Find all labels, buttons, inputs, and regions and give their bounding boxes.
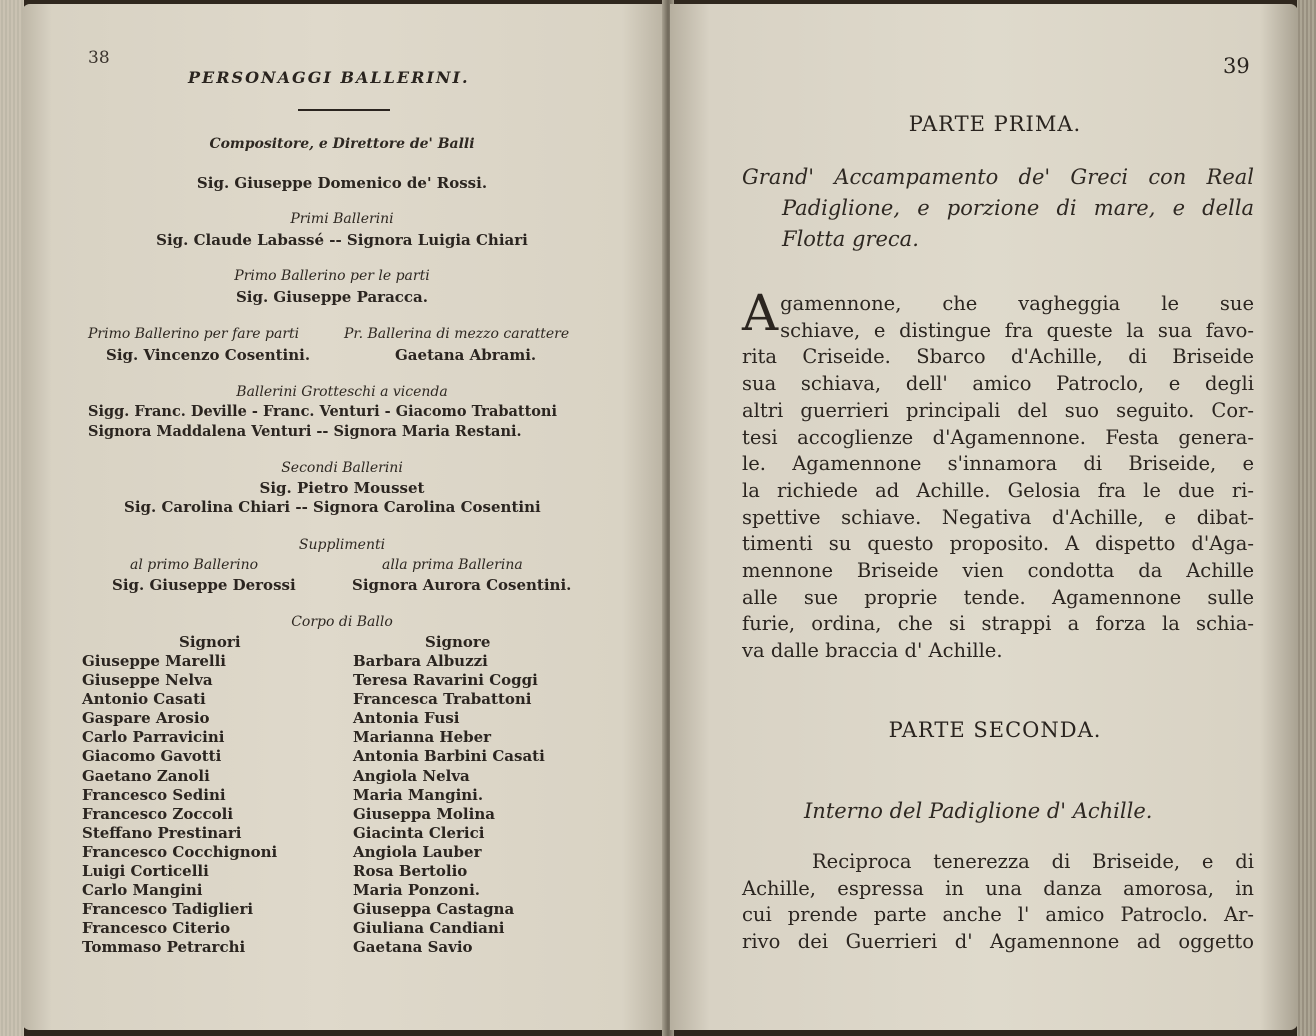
signore-name: Teresa Ravarini Coggi <box>353 671 538 690</box>
text-line: timenti su questo proposito. A dispetto d'Aga- <box>742 532 1254 556</box>
text-line: tesi accoglienze d'Agamennone. Festa genera- <box>742 425 1254 449</box>
primi-label: Primi Ballerini <box>290 211 394 227</box>
signori-name: Gaetano Zanoli <box>82 766 210 785</box>
signore-name: Giuliana Candiani <box>353 919 505 938</box>
text-line: altri guerrieri principali del suo seguito. Cor- <box>742 398 1254 422</box>
part2-title: PARTE SECONDA. <box>888 718 1102 742</box>
signore-name: Gaetana Savio <box>353 938 473 957</box>
text-line: rivo dei Guerrieri d' Agamennone ad oggetto <box>742 930 1254 954</box>
part2-setting: Interno del Padiglione d' Achille. <box>804 799 1153 823</box>
signori-name: Francesco Sedini <box>82 785 226 804</box>
text-line: schiave, e distingue fra queste la sua favo- <box>780 318 1254 342</box>
signore-name: Giacinta Clerici <box>353 823 485 842</box>
signori-list <box>82 652 277 958</box>
right-page-number: 39 <box>1223 54 1250 78</box>
text-line: gamennone, che vagheggia le sue <box>780 292 1254 315</box>
secondi-line2: Sig. Carolina Chiari -- Signora Carolina Cosentini <box>124 498 541 516</box>
signori-name: Carlo Parravicini <box>82 728 225 747</box>
signore-name: Rosa Bertolio <box>353 862 468 881</box>
mezzo-carattere-label: Pr. Ballerina di mezzo carattere <box>344 326 570 342</box>
grotteschi-line1: Sigg. Franc. Deville - Franc. Venturi - Giacomo Trabattoni <box>88 403 557 420</box>
signori-name: Gaspare Arosio <box>82 709 210 728</box>
supplimenti-label: Supplimenti <box>298 537 386 553</box>
signore-name: Francesca Trabattoni <box>353 690 532 709</box>
signore-name: Marianna Heber <box>353 728 492 747</box>
signore-name: Barbara Albuzzi <box>353 652 488 670</box>
part2-description <box>742 849 1254 956</box>
signori-name: Tommaso Petrarchi <box>82 938 246 957</box>
left-page-number: 38 <box>88 48 110 68</box>
grotteschi-line2: Signora Maddalena Venturi -- Signora Maria Restani. <box>88 423 522 440</box>
signori-name: Antonio Casati <box>82 690 206 709</box>
signori-name: Giuseppe Nelva <box>82 671 213 690</box>
fare-parti-name: Sig. Vincenzo Cosentini. <box>106 346 311 364</box>
primi-names: Sig. Claude Labassé -- Signora Luigia Chiari <box>156 231 528 249</box>
text-line: le. Agamennone s'innamora di Briseide, e <box>742 452 1254 476</box>
primo-parti-label: Primo Ballerino per le parti <box>234 268 430 284</box>
signori-name: Giacomo Gavotti <box>82 747 222 766</box>
signori-name: Steffano Prestinari <box>82 823 242 842</box>
signore-name: Angiola Nelva <box>353 766 470 785</box>
signore-name: Antonia Fusi <box>353 709 460 728</box>
signore-list <box>353 652 545 958</box>
signori-name: Francesco Cocchignoni <box>82 842 278 861</box>
text-line: cui prende parte anche l' amico Patroclo. Ar- <box>742 903 1254 927</box>
text-line: Achille, espressa in una danza amorosa, in <box>742 876 1254 900</box>
signore-name: Angiola Lauber <box>353 842 482 861</box>
signori-name: Giuseppe Marelli <box>82 652 227 670</box>
suppl-left-name: Sig. Giuseppe Derossi <box>112 576 296 594</box>
composer-name: Sig. Giuseppe Domenico de' Rossi. <box>196 174 488 192</box>
grotteschi-label: Ballerini Grotteschi a vicenda <box>236 384 448 400</box>
part1-setting-line: Padiglione, e porzione di mare, e della <box>782 196 1254 220</box>
signore-name: Maria Mangini. <box>353 785 484 804</box>
signori-name: Luigi Corticelli <box>82 862 209 881</box>
composer-label: Compositore, e Direttore de' Balli <box>209 136 475 152</box>
signori-name: Francesco Zoccoli <box>82 804 234 823</box>
text-line: Reciproca tenerezza di Briseide, e di <box>812 850 1254 873</box>
part1-setting-line: Flotta greca. <box>782 227 919 251</box>
signore-name: Antonia Barbini Casati <box>353 747 545 766</box>
signore-name: Maria Ponzoni. <box>353 881 481 900</box>
text-line: furie, ordina, che si strappi a forza la schia- <box>742 612 1254 636</box>
suppl-right-label: alla prima Ballerina <box>382 557 523 573</box>
left-page-edges <box>0 0 24 1036</box>
part1-setting-line: Grand' Accampamento de' Greci con Real <box>742 165 1254 189</box>
part1-title: PARTE PRIMA. <box>908 112 1082 136</box>
primo-parti-name: Sig. Giuseppe Paracca. <box>235 288 429 306</box>
signori-name: Francesco Tadiglieri <box>82 900 254 919</box>
text-line: mennone Briseide vien condotta da Achille <box>742 559 1254 583</box>
signori-label: Signori <box>179 633 241 651</box>
secondi-line1: Sig. Pietro Mousset <box>259 479 425 497</box>
text-line: la richiede ad Achille. Gelosia fra le due ri- <box>742 478 1254 502</box>
header-rule <box>298 109 390 111</box>
corpo-label: Corpo di Ballo <box>291 614 393 630</box>
part1-description <box>742 284 1254 665</box>
mezzo-carattere-name: Gaetana Abrami. <box>395 346 537 364</box>
signore-name: Giuseppa Castagna <box>353 900 515 919</box>
text-line: alle sue proprie tende. Agamennone sulle <box>742 585 1254 609</box>
drop-cap: A <box>742 284 779 342</box>
right-page-edges <box>1297 0 1316 1036</box>
fare-parti-label: Primo Ballerino per fare parti <box>88 326 300 342</box>
left-page-header: PERSONAGGI BALLERINI. <box>188 68 470 87</box>
left-page <box>22 4 665 1030</box>
signore-label: Signore <box>425 633 491 651</box>
text-line: sua schiava, dell' amico Patroclo, e degli <box>742 372 1254 396</box>
suppl-left-label: al primo Ballerino <box>130 557 259 573</box>
secondi-label: Secondi Ballerini <box>281 460 403 476</box>
text-line: va dalle braccia d' Achille. <box>742 639 1003 663</box>
text-line: rita Criseide. Sbarco d'Achille, di Briseide <box>742 345 1254 369</box>
suppl-right-name: Signora Aurora Cosentini. <box>352 576 572 594</box>
signori-name: Francesco Citerio <box>82 919 231 938</box>
text-line: spettive schiave. Negativa d'Achille, e dibat- <box>742 505 1254 529</box>
signori-name: Carlo Mangini <box>82 881 203 900</box>
right-page <box>670 4 1298 1030</box>
signore-name: Giuseppa Molina <box>353 804 495 823</box>
part1-setting <box>742 162 1254 255</box>
